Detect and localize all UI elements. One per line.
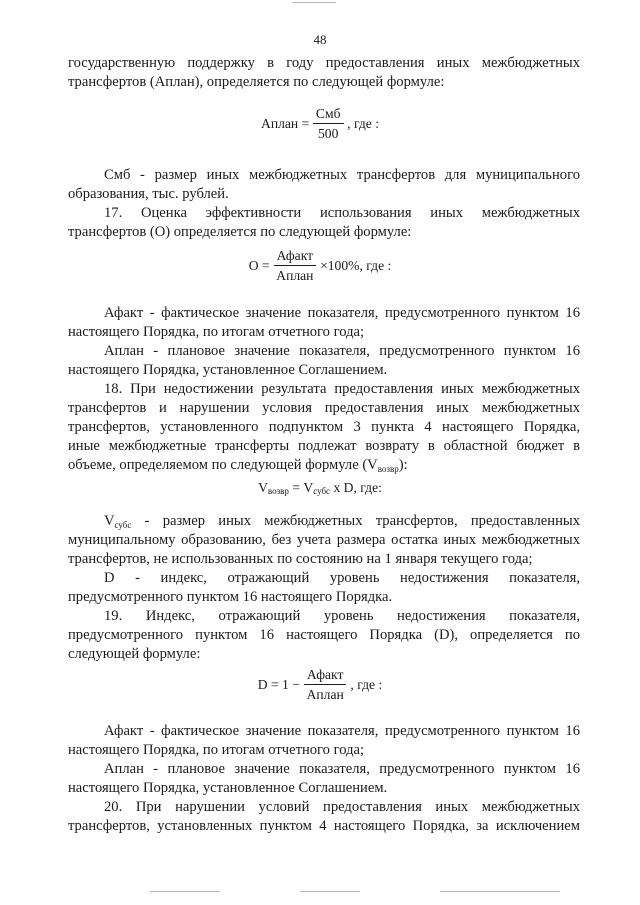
paragraph-line: настоящего Порядка, по итогам отчетного года; [68,324,365,340]
formula-efficiency [0,249,640,282]
text-run: - размер иных межбюджетных трансфертов, предоставленных [131,513,580,529]
paragraph-line: следующей формуле: [68,646,201,662]
paragraph-line: 18. При недостижении результата предоставления иных межбюджетных [104,381,580,397]
text-run: объеме, определяемом по следующей формуле (V [68,457,378,473]
formula-tail: ×100%, где : [320,257,392,273]
subscript: возвр [377,464,399,474]
paragraph-line: трансфертов, установленных пунктом 4 настоящего Порядка, за исключением [68,818,580,834]
paragraph-line: 19. Индекс, отражающий уровень недостижения показателя, [104,608,580,624]
paragraph-line: муниципальному образованию, без учета размера остатка иных межбюджетных [68,532,580,548]
paragraph-line: трансфертов, установленного подпунктом 3 пункта 4 настоящего Порядка, [68,419,580,435]
formula-tail: x D, где: [330,479,382,495]
formula-tail: , где : [347,115,379,131]
fraction-numerator: Афакт [274,249,317,266]
fraction [313,107,344,140]
paragraph-line: трансфертов (О) определяется по следующей формуле: [68,224,412,240]
paragraph-line: Аплан - плановое значение показателя, предусмотренного пунктом 16 [104,343,580,359]
fraction-denominator: Аплан [306,686,344,702]
scan-mark-top [292,2,336,3]
paragraph-line: трансфертов (Аплан), определяется по следующей формуле: [68,74,445,90]
formula-tail: , где : [350,676,383,692]
scan-mark-bottom [150,891,220,892]
paragraph-line: Афакт - фактическое значение показателя, предусмотренного пунктом 16 [104,305,580,321]
paragraph-line [68,512,580,531]
paragraph-line: D - индекс, отражающий уровень недостижения показателя, [104,570,580,586]
subscript: возвр [267,486,289,496]
paragraph-line: 20. При нарушении условий предоставления иных межбюджетных [104,799,580,815]
paragraph-line: настоящего Порядка, установленное Соглашением. [68,362,388,378]
formula-lhs: Аплан = [261,115,310,131]
fraction-numerator: Афакт [304,668,347,685]
fraction [304,668,347,701]
paragraph-line: трансфертов и нарушении условия предоставления иных межбюджетных [68,400,580,416]
fraction-denominator: Аплан [276,267,314,283]
formula-lhs: О = [248,257,270,273]
fraction-numerator: Смб [313,107,344,124]
text-run: ): [398,457,408,473]
paragraph-line: государственную поддержку в году предоставления иных межбюджетных [68,55,580,71]
paragraph-line: Афакт - фактическое значение показателя, предусмотренного пунктом 16 [104,723,580,739]
formula-index [0,668,640,701]
subscript: субс [313,486,331,496]
paragraph-line: трансфертов, не использованных по состоянию на 1 января текущего года; [68,551,533,567]
paragraph-line: Аплан - плановое значение показателя, предусмотренного пунктом 16 [104,761,580,777]
formula-var: V [258,479,268,495]
formula-refund [0,480,640,495]
paragraph-line: 17. Оценка эффективности использования иных межбюджетных [104,205,580,221]
formula-eq: = V [288,479,314,495]
paragraph-line: Смб - размер иных межбюджетных трансфертов для муниципального [104,167,580,183]
subscript: субс [114,520,132,530]
scan-mark-bottom [440,891,560,892]
fraction [273,249,316,282]
paragraph-line: настоящего Порядка, по итогам отчетного года; [68,742,365,758]
paragraph-line: образования, тыс. рублей. [68,186,229,202]
paragraph-line [68,456,580,475]
formula-lhs: D = 1 − [257,676,300,692]
fraction-denominator: 500 [318,125,339,141]
paragraph-line: иные межбюджетные трансферты подлежат возврату в областной бюджет в [68,438,580,454]
formula-aplan [0,107,640,140]
paragraph-line: предусмотренного пунктом 16 настоящего Порядка. [68,589,393,605]
paragraph-line: настоящего Порядка, установленное Соглашением. [68,780,388,796]
scan-mark-bottom [300,891,360,892]
page-number: 48 [313,32,327,47]
text-run: V [104,513,115,529]
paragraph-line: предусмотренного пунктом 16 настоящего Порядка (D), определяется по [68,627,580,643]
